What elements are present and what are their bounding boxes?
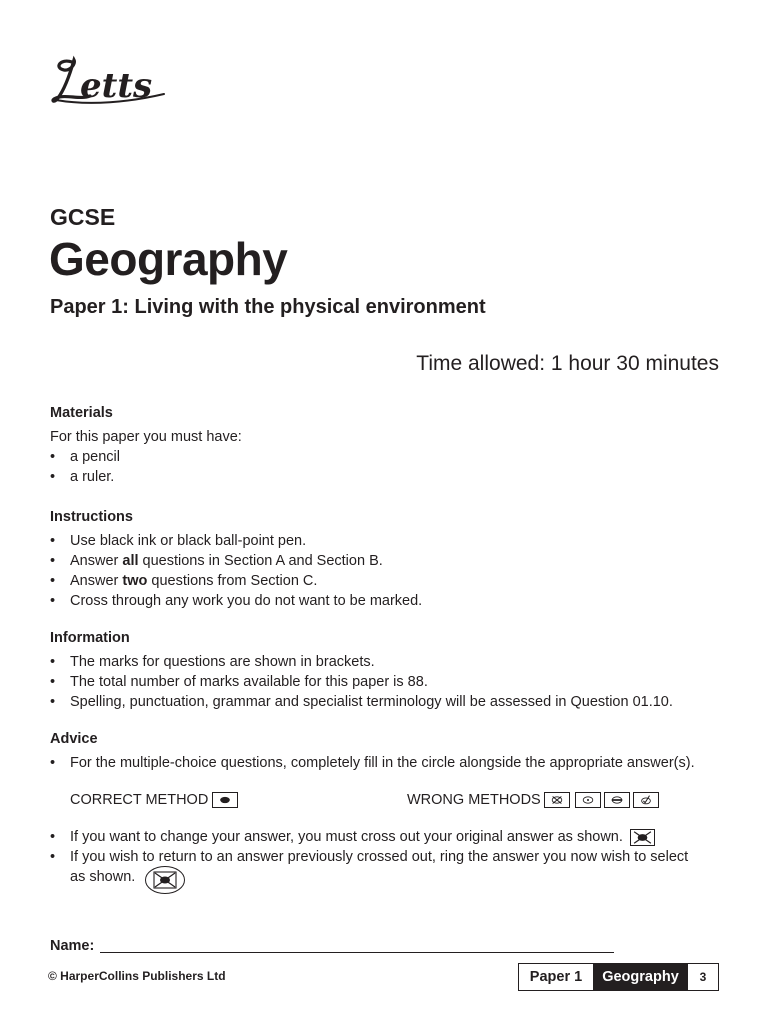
subject-title: Geography bbox=[49, 233, 288, 285]
wrong-methods-label: WRONG METHODS bbox=[407, 792, 541, 808]
footer-tab bbox=[518, 963, 719, 991]
crossed-oval-icon bbox=[630, 829, 655, 846]
correct-method-label: CORRECT METHOD bbox=[70, 792, 209, 808]
ringed-cross-icon bbox=[144, 865, 186, 895]
materials-item-text: a ruler. bbox=[70, 469, 115, 485]
advice-item-text: For the multiple-choice questions, completely fill in the circle alongside the appropriate answer(s). bbox=[70, 755, 695, 771]
advice-heading: Advice bbox=[50, 731, 98, 747]
level-label: GCSE bbox=[50, 204, 116, 230]
letts-logo-svg bbox=[50, 50, 168, 110]
paper-title: Paper 1: Living with the physical environment bbox=[50, 296, 486, 318]
svg-text:etts: etts bbox=[80, 66, 153, 106]
name-field[interactable] bbox=[100, 952, 614, 953]
crossed-box-icon bbox=[544, 792, 570, 808]
copyright-text: © HarperCollins Publishers Ltd bbox=[48, 969, 226, 983]
letts-logo bbox=[50, 50, 168, 110]
advice-item-text: If you want to change your answer, you must cross out your original answer as shown. bbox=[70, 829, 623, 845]
instructions-item-text: Answer two questions from Section C. bbox=[70, 573, 318, 589]
information-item-text: Spelling, punctuation, grammar and specialist terminology will be assessed in Question 01.10. bbox=[70, 694, 673, 710]
dotted-oval-icon bbox=[575, 792, 601, 808]
name-label: Name: bbox=[50, 938, 95, 954]
footer-paper: Paper 1 bbox=[529, 969, 583, 985]
struck-oval-icon bbox=[604, 792, 630, 808]
materials-item-text: a pencil bbox=[70, 449, 120, 465]
instructions-item-text: Use black ink or black ball-point pen. bbox=[70, 533, 307, 549]
instructions-item-text: Answer all questions in Section A and Section B. bbox=[70, 553, 383, 569]
filled-oval-icon bbox=[212, 792, 238, 808]
advice-item-text: If you wish to return to an answer previously crossed out, ring the answer you now wish to select bbox=[70, 849, 689, 865]
advice-item-continuation: as shown. bbox=[70, 869, 136, 885]
time-allowed: Time allowed: 1 hour 30 minutes bbox=[416, 352, 719, 375]
information-heading: Information bbox=[50, 630, 130, 646]
information-item-text: The total number of marks available for this paper is 88. bbox=[70, 674, 428, 690]
footer-subject: Geography bbox=[593, 964, 688, 990]
ticked-oval-icon bbox=[633, 792, 659, 808]
materials-intro: For this paper you must have: bbox=[50, 429, 242, 445]
instructions-item-text: Cross through any work you do not want to be marked. bbox=[70, 593, 423, 609]
materials-heading: Materials bbox=[50, 405, 113, 421]
page-number: 3 bbox=[699, 970, 707, 984]
instructions-heading: Instructions bbox=[50, 509, 133, 525]
information-item-text: The marks for questions are shown in brackets. bbox=[70, 654, 375, 670]
